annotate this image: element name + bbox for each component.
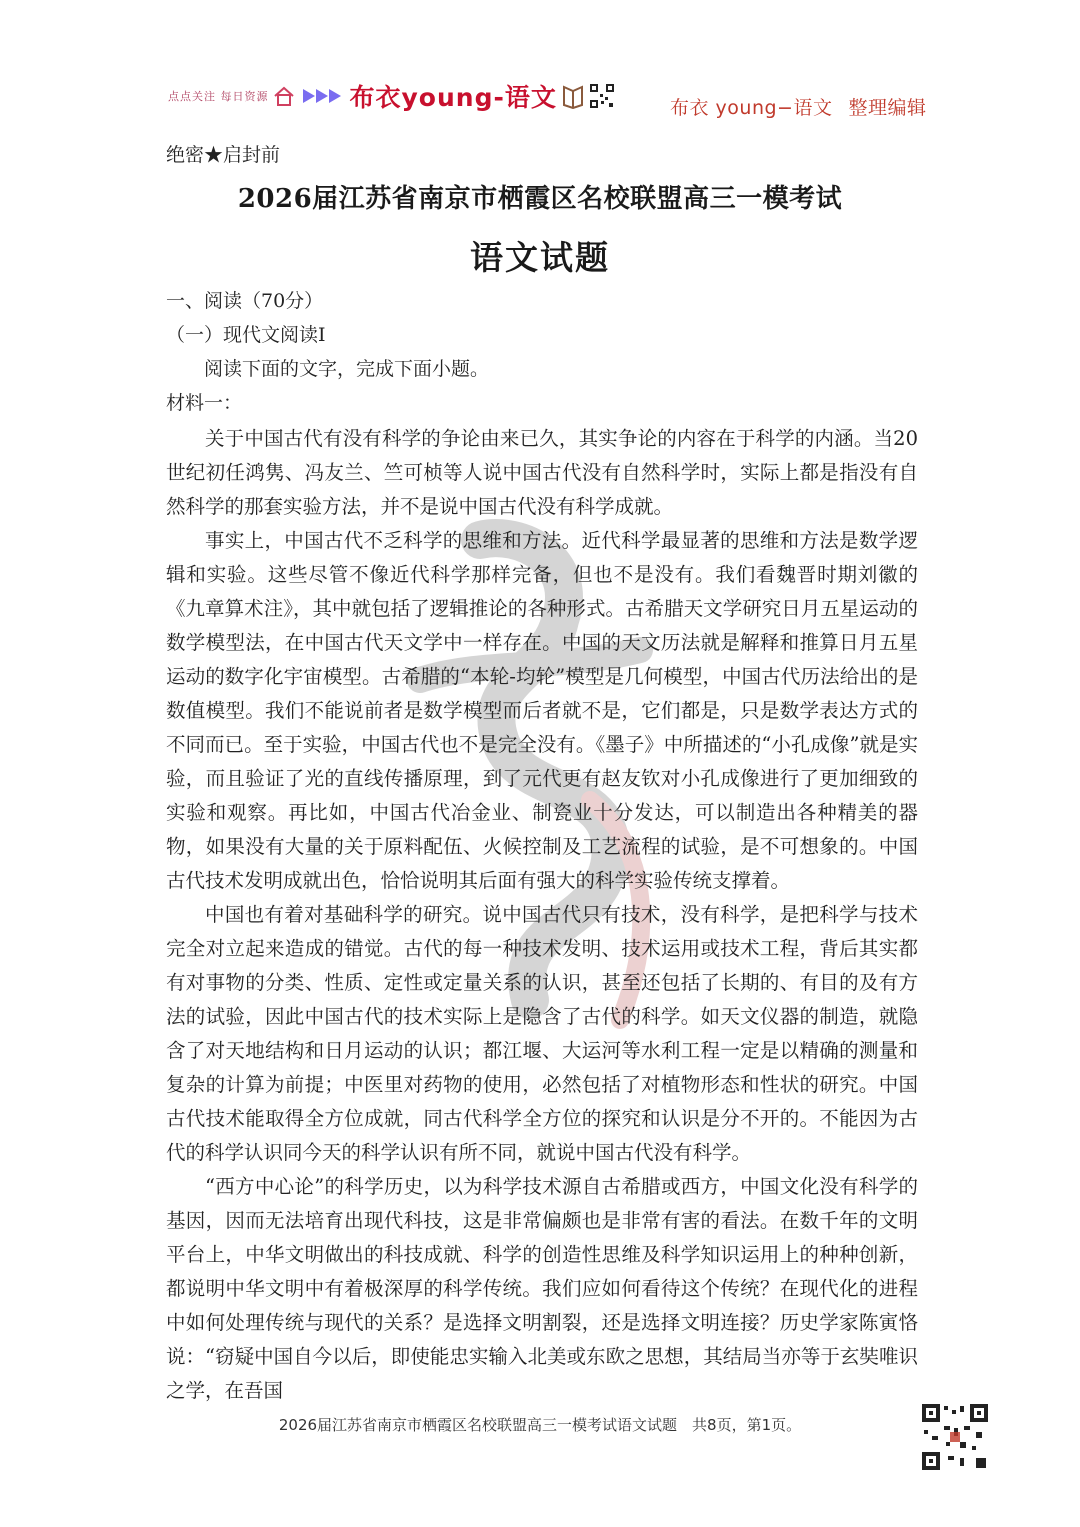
part-heading: 一、阅读（70分）	[166, 290, 324, 312]
qr-code-icon	[920, 1402, 990, 1472]
banner-name: 布衣young-语文	[349, 83, 557, 112]
subsection-heading: （一）现代文阅读I	[166, 324, 326, 346]
exam-subtitle: 语文试题	[470, 238, 610, 277]
banner-slogan: 点点关注 每日资源	[168, 90, 269, 103]
book-icon	[561, 83, 585, 109]
material-label: 材料一：	[166, 392, 243, 414]
header-editor-credit	[670, 93, 927, 120]
passage	[166, 422, 918, 1408]
exam-title: 2026届江苏省南京市栖霞区名校联盟高三一模考试	[237, 184, 843, 214]
house-icon	[273, 85, 295, 107]
header-brand: 布衣 young−语文	[670, 97, 833, 119]
brand-banner	[168, 78, 615, 114]
passage-paragraph: 中国也有着对基础科学的研究。说中国古代只有技术，没有科学，是把科学与技术完全对立起来造成的错觉。古代的每一种技术发明、技术运用或技术工程，背后其实都有对事物的分类、性质、定性或定量关系的认识，甚至还包括了长期的、有目的及有方法的试验，因此中国古代的技术实际上是隐含了古代的科学。如天文仪器的制造，就隐含了对天地结构和日月运动的认识；都江堰、大运河等水利工程一定是以精确的测量和复杂的计算为前提；中医里对药物的使用，必然包括了对植物形态和性状的研究。中国古代技术能取得全方位成就，同古代科学全方位的探究和认识是分不开的。不能因为古代的科学认识同今天的科学认识有所不同，就说中国古代没有科学。	[166, 903, 918, 1164]
passage-paragraph: 事实上，中国古代不乏科学的思维和方法。近代科学最显著的思维和方法是数学逻辑和实验。这些尽管不像近代科学那样完备，但也不是没有。我们看魏晋时期刘徽的《九章算术注》，其中就包括了逻辑推论的各种形式。古希腊天文学研究日月五星运动的数学模型法，在中国古代天文学中一样存在。中国的天文历法就是解释和推算日月五星运动的数字化宇宙模型。古希腊的“本轮-均轮”模型是几何模型，中国古代历法给出的是数值模型。我们不能说前者是数学模型而后者就不是，它们都是，只是数学表达方式的不同而已。至于实验，中国古代也不是完全没有。《墨子》中所描述的“小孔成像”就是实验，而且验证了光的直线传播原理，到了元代更有赵友钦对小孔成像进行了更加细致的实验和观察。再比如，中国古代冶金业、制瓷业十分发达，可以制造出各种精美的器物，如果没有大量的关于原料配伍、火候控制及工艺流程的试验，是不可想象的。中国古代技术发明成就出色，恰恰说明其后面有强大的科学实验传统支撑着。	[166, 529, 918, 892]
passage-paragraph: “西方中心论”的科学历史，以为科学技术源自古希腊或西方，中国文化没有科学的基因，因而无法培育出现代科技，这是非常偏颇也是非常有害的看法。在数千年的文明平台上，中华文明做出的科技成就、科学的创造性思维及科学知识运用上的种种创新，都说明中华文明中有着极深厚的科学传统。我们应如何看待这个传统？在现代化的进程中如何处理传统与现代的关系？是选择文明割裂，还是选择文明连接？历史学家陈寅恪说：“窃疑中国自今以后，即使能忠实输入北美或东欧之思想，其结局当亦等于玄奘唯识之学，在吾国	[166, 1175, 918, 1402]
arrows-icon	[303, 89, 342, 103]
instruction: 阅读下面的文字，完成下面小题。	[204, 358, 490, 380]
qr-code-icon	[589, 83, 615, 109]
header-editor: 整理编辑	[848, 97, 927, 119]
secret-label: 绝密★启封前	[166, 144, 281, 166]
passage-paragraph: 关于中国古代有没有科学的争论由来已久，其实争论的内容在于科学的内涵。当20世纪初任鸿隽、冯友兰、竺可桢等人说中国古代没有自然科学时，实际上都是指没有自然科学的那套实验方法，并不是说中国古代没有科学成就。	[166, 427, 918, 518]
page-footer: 2026届江苏省南京市栖霞区名校联盟高三一模考试语文试题 共8页，第1页。	[278, 1416, 802, 1434]
